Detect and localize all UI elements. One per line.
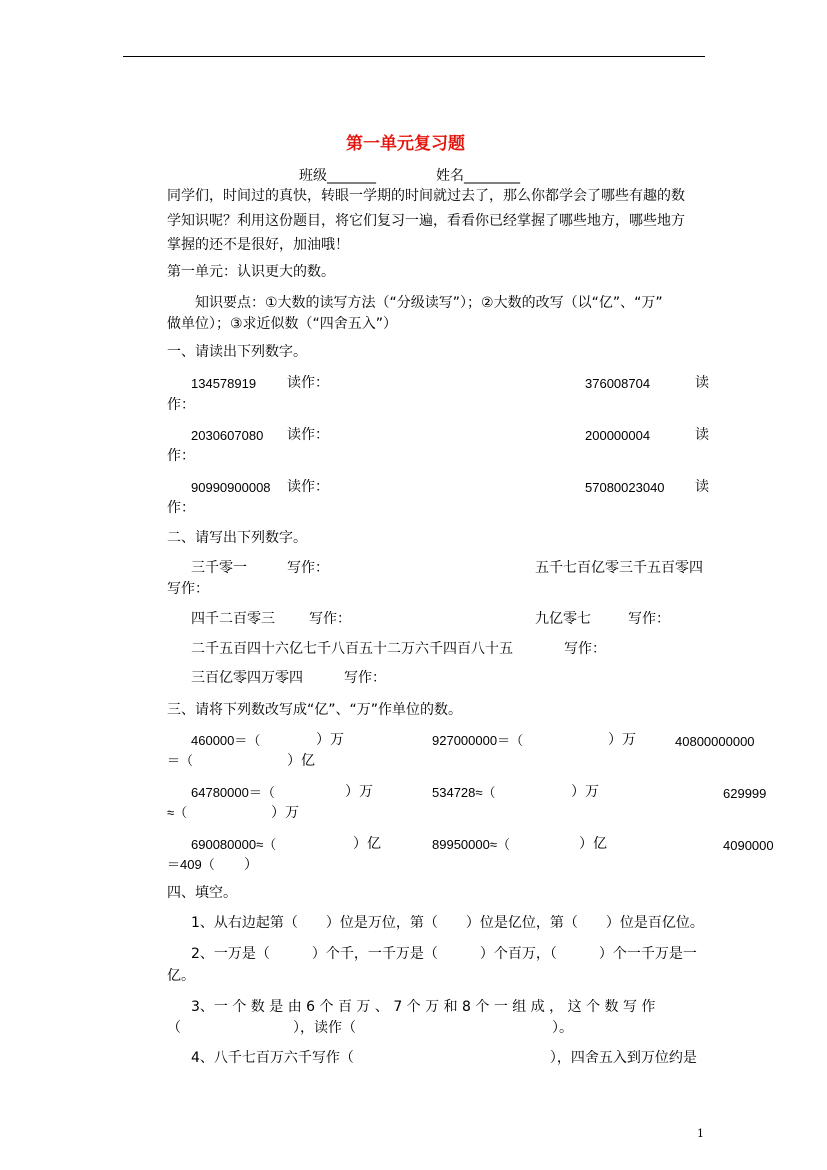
convert-item: 927000000＝（ [432,733,524,748]
word-number: 二千五百四十六亿七千八百五十二万六千四百八十五 [191,641,513,657]
write-label: 写作： [628,611,670,627]
number-item: 200000004 [585,428,651,443]
intro-line: 学知识呢？利用这份题目，将它们复习一遍，看看你已经掌握了哪些地方，哪些地方 [167,213,685,229]
write-label: 写作： [309,611,351,627]
number-item: 2030607080 [191,428,264,443]
question: 1、从右边起第（ ）位是万位，第（ ）位是亿位，第（ ）位是百亿位。 [191,915,704,931]
unit-blank: ） [244,857,258,873]
word-number: 四千二百零三 [191,611,275,627]
unit-blank: ）亿 [287,753,315,769]
read-label: 读 [695,479,709,495]
convert-item: ＝409（ [167,857,215,872]
number-item: 90990900008 [191,480,271,495]
section-heading: 四、填空。 [167,885,237,901]
word-number: 九亿零七 [535,611,591,627]
intro-line: 同学们，时间过的真快，转眼一学期的时间就过去了，那么你都学会了哪些有趣的数 [167,188,685,204]
unit-blank: ）万 [608,732,636,748]
read-label: 读作： [287,479,329,495]
convert-item: 40800000000 [675,734,755,749]
unit-blank: ）万 [316,732,344,748]
question: 亿。 [167,968,195,984]
number-item: 57080023040 [585,480,665,495]
word-number: 三千零一 [191,560,247,576]
unit-blank: ）万 [571,784,599,800]
read-label: 读作： [287,427,329,443]
intro-line: 掌握的还不是很好，加油哦！ [167,237,349,253]
word-number: 三百亿零四万零四 [191,670,303,686]
convert-item: 4090000 [723,838,774,853]
read-label: 作： [167,448,195,464]
convert-item: 534728≈（ [432,785,496,800]
convert-item: 690080000≈（ [191,837,277,852]
page-title: 第一单元复习题 [346,134,465,154]
name-field: 姓名________ [436,168,520,184]
section-heading: 三、请将下列数改写成“亿”、“万”作单位的数。 [167,702,463,718]
key-points: 知识要点：①大数的读写方法（“分级读写”）；②大数的改写（以“亿”、“万” [195,295,663,311]
key-points: 做单位）；③求近似数（“四舍五入”） [167,316,398,332]
unit-blank: ）万 [271,805,299,821]
unit-blank: ）万 [345,784,373,800]
read-label: 读 [695,375,709,391]
read-label: 读作： [287,375,329,391]
page-number: 1 [697,1127,704,1140]
convert-item: ＝（ [167,753,194,768]
write-label: 写作： [564,641,606,657]
word-number: 五千七百亿零三千五百零四 [535,560,703,576]
question: 2、一万是（ ）个千，一千万是（ ）个百万，（ ）个一千万是一 [191,946,697,962]
write-label: 写作： [344,670,386,686]
unit-blank: ）亿 [353,836,381,852]
unit-blank: ）亿 [579,836,607,852]
convert-item: 89950000≈（ [432,837,510,852]
question: （ ），读作（ ）。 [167,1020,573,1036]
unit-heading: 第一单元：认识更大的数。 [167,264,335,280]
class-field: 班级_______ [299,168,376,184]
number-item: 134578919 [191,376,257,391]
read-label: 读 [695,427,709,443]
number-item: 376008704 [585,376,651,391]
section-heading: 一、请读出下列数字。 [167,344,307,360]
convert-item: 460000＝（ [191,733,261,748]
convert-item: 64780000＝（ [191,785,275,800]
question: 4、八千七百万六千写作（ ），四舍五入到万位约是 [191,1050,697,1066]
header-rule [123,56,705,57]
question: 3、一 个 数 是 由 6 个 百 万 、 7 个 万 和 8 个 一 组 成 ， 这 个 数 写 作 [191,999,656,1015]
convert-item: 629999 [723,786,767,801]
write-label: 写作： [287,560,329,576]
read-label: 作： [167,500,195,516]
convert-item: ≈（ [167,805,188,820]
write-label: 写作： [167,581,209,597]
read-label: 作： [167,397,195,413]
section-heading: 二、请写出下列数字。 [167,530,307,546]
